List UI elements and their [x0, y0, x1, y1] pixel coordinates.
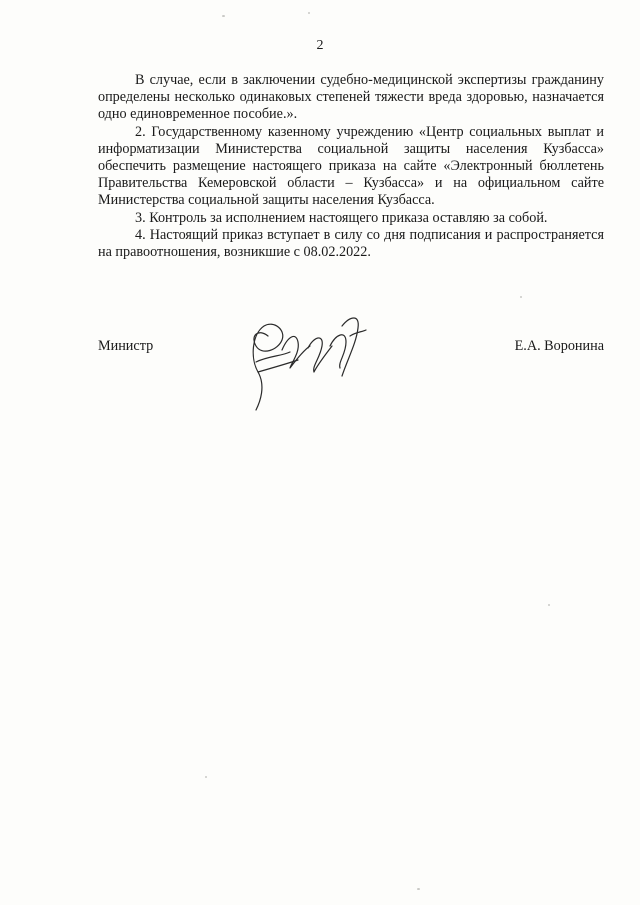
handwritten-signature [238, 306, 378, 418]
scan-speck [222, 15, 225, 17]
scan-speck [205, 776, 207, 778]
paragraph-control-clause: 3. Контроль за исполнением настоящего приказа оставляю за собой. [135, 209, 548, 226]
scan-speck [417, 888, 420, 890]
scan-speck [308, 12, 310, 14]
scan-speck [520, 296, 522, 298]
paragraph-publication-order: 2. Государственному казенному учреждению «Центр социальных выплат и информатизации Министерства социальной защиты населения Кузбасса» обеспечить размещение настоящего приказа на сайте «Электронный бюллетень Правительства Кемеровской области – Кузбасса» и на официальном сайте Министерства социальной защиты населения Кузбасса. [98, 123, 604, 209]
paragraph-effective-date: 4. Настоящий приказ вступает в силу со дня подписания и распространяется на правоотношения, возникшие с 08.02.2022. [98, 226, 604, 261]
signatory-title: Министр [98, 338, 154, 354]
paragraph-lump-sum-clause: В случае, если в заключении судебно-медицинской экспертизы гражданину определены несколько одинаковых степеней тяжести вреда здоровью, назначается одно единовременное пособие.». [98, 72, 604, 123]
signatory-name: Е.А. Воронина [514, 338, 604, 354]
scan-speck [548, 604, 550, 606]
page-number: 2 [316, 38, 324, 53]
document-body [98, 72, 604, 261]
